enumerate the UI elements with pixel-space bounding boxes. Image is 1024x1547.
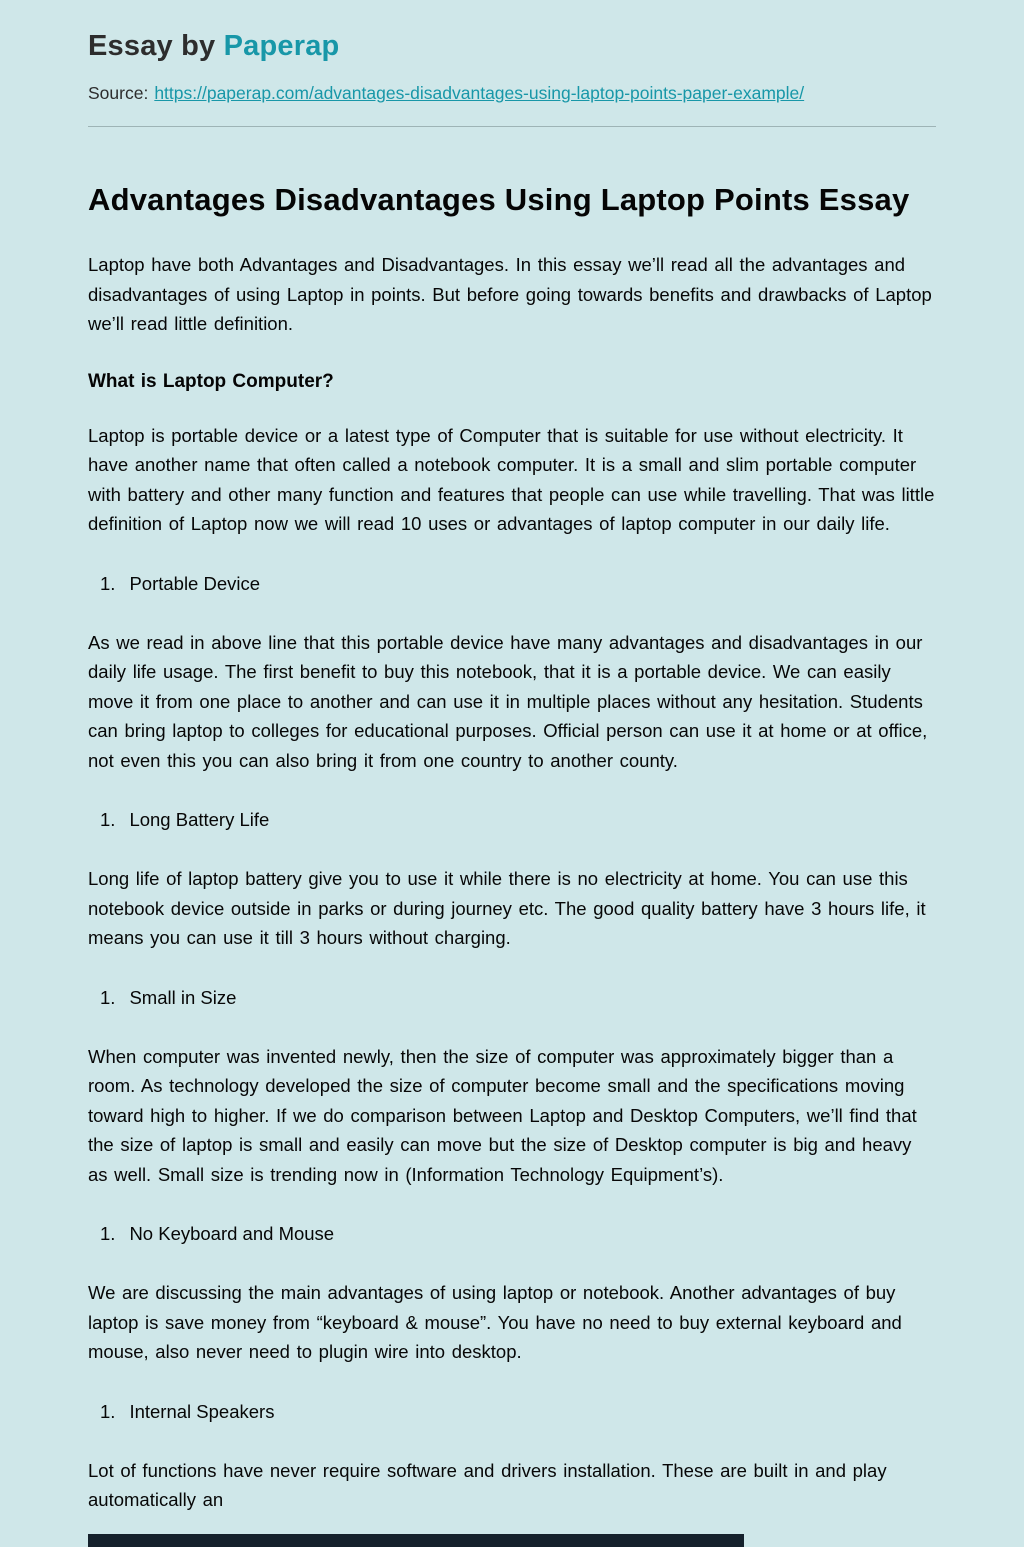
section-heading-what-is-laptop: What is Laptop Computer? (88, 370, 334, 392)
paragraph-long-battery-life: Long life of laptop battery give you to use it while there is no electricity at home. You can use this notebook device outside in parks or during journey etc. The good quality battery have 3 hours life, it means you can use it till 3 hours without charging. (88, 868, 926, 948)
paragraph-internal-speakers-truncated: Lot of functions have never require software and drivers installation. These are built in and play automatically an (88, 1459, 887, 1510)
header-title-prefix: Essay by (88, 30, 224, 62)
list-marker: 1. (100, 986, 116, 1008)
site-header (88, 30, 936, 127)
article-title: Advantages Disadvantages Using Laptop Points Essay (88, 182, 910, 217)
paragraph-portable-device: As we read in above line that this portable device have many advantages and disadvantages in our daily life usage. The first benefit to buy this notebook, that it is a portable device. We can easily move it from one place to another and can use it in multiple places without any hesitation. Students can bring laptop to colleges for educational purposes. Official person can use it at home or at office, not even this you can also bring it from one country to another county. (88, 631, 928, 771)
page-container (88, 0, 936, 1515)
footer-bar-partial (88, 1534, 744, 1547)
list-item-small-in-size (88, 983, 936, 1012)
paragraph-small-in-size: When computer was invented newly, then the size of computer was approximately bigger than a room. As technology developed the size of computer become small and the specifications moving toward high to higher. If we do comparison between Laptop and Desktop Computers, we’ll find that the size of laptop is small and easily can move but the size of Desktop computer is big and heavy as well. Small size is trending now in (Information Technology Equipment’s). (88, 1045, 917, 1185)
list-marker: 1. (100, 1223, 116, 1244)
essay-article (88, 179, 936, 1515)
paragraph-no-keyboard-and-mouse: We are discussing the main advantages of using laptop or notebook. Another advantages of buy laptop is save money from “keyboard & mouse”. You have no need to buy external keyboard and mouse, also never need to plugin wire into desktop. (88, 1282, 902, 1362)
list-item-portable-device (88, 569, 936, 598)
list-item-label: No Keyboard and Mouse (129, 1223, 335, 1244)
header-divider (88, 126, 936, 127)
list-item-label: Long Battery Life (129, 809, 270, 830)
source-label: Source: (88, 83, 149, 103)
list-marker: 1. (100, 809, 116, 830)
list-item-long-battery-life (88, 805, 936, 834)
list-item-label: Internal Speakers (129, 1400, 275, 1422)
source-url-link[interactable]: https://paperap.com/advantages-disadvantages-using-laptop-points-paper-example/ (154, 83, 805, 103)
paragraph-definition: Laptop is portable device or a latest type of Computer that is suitable for use without electricity. It have another name that often called a notebook computer. It is a small and slim portable computer with battery and other many function and features that people can use while travelling. That was little definition of Laptop now we will read 10 uses or advantages of laptop computer in our daily life. (88, 424, 935, 534)
list-item-internal-speakers (88, 1397, 936, 1426)
list-marker: 1. (100, 1400, 116, 1422)
list-item-no-keyboard-and-mouse (88, 1219, 936, 1248)
list-marker: 1. (100, 572, 116, 594)
paragraph-intro: Laptop have both Advantages and Disadvantages. In this essay we’ll read all the advantages and disadvantages of using Laptop in points. But before going towards benefits and drawbacks of Laptop we’ll read little definition. (88, 254, 932, 334)
source-line (88, 83, 936, 104)
brand-link[interactable]: Paperap (223, 30, 340, 62)
header-title (88, 30, 936, 63)
list-item-label: Small in Size (129, 986, 237, 1008)
list-item-label: Portable Device (129, 572, 261, 594)
